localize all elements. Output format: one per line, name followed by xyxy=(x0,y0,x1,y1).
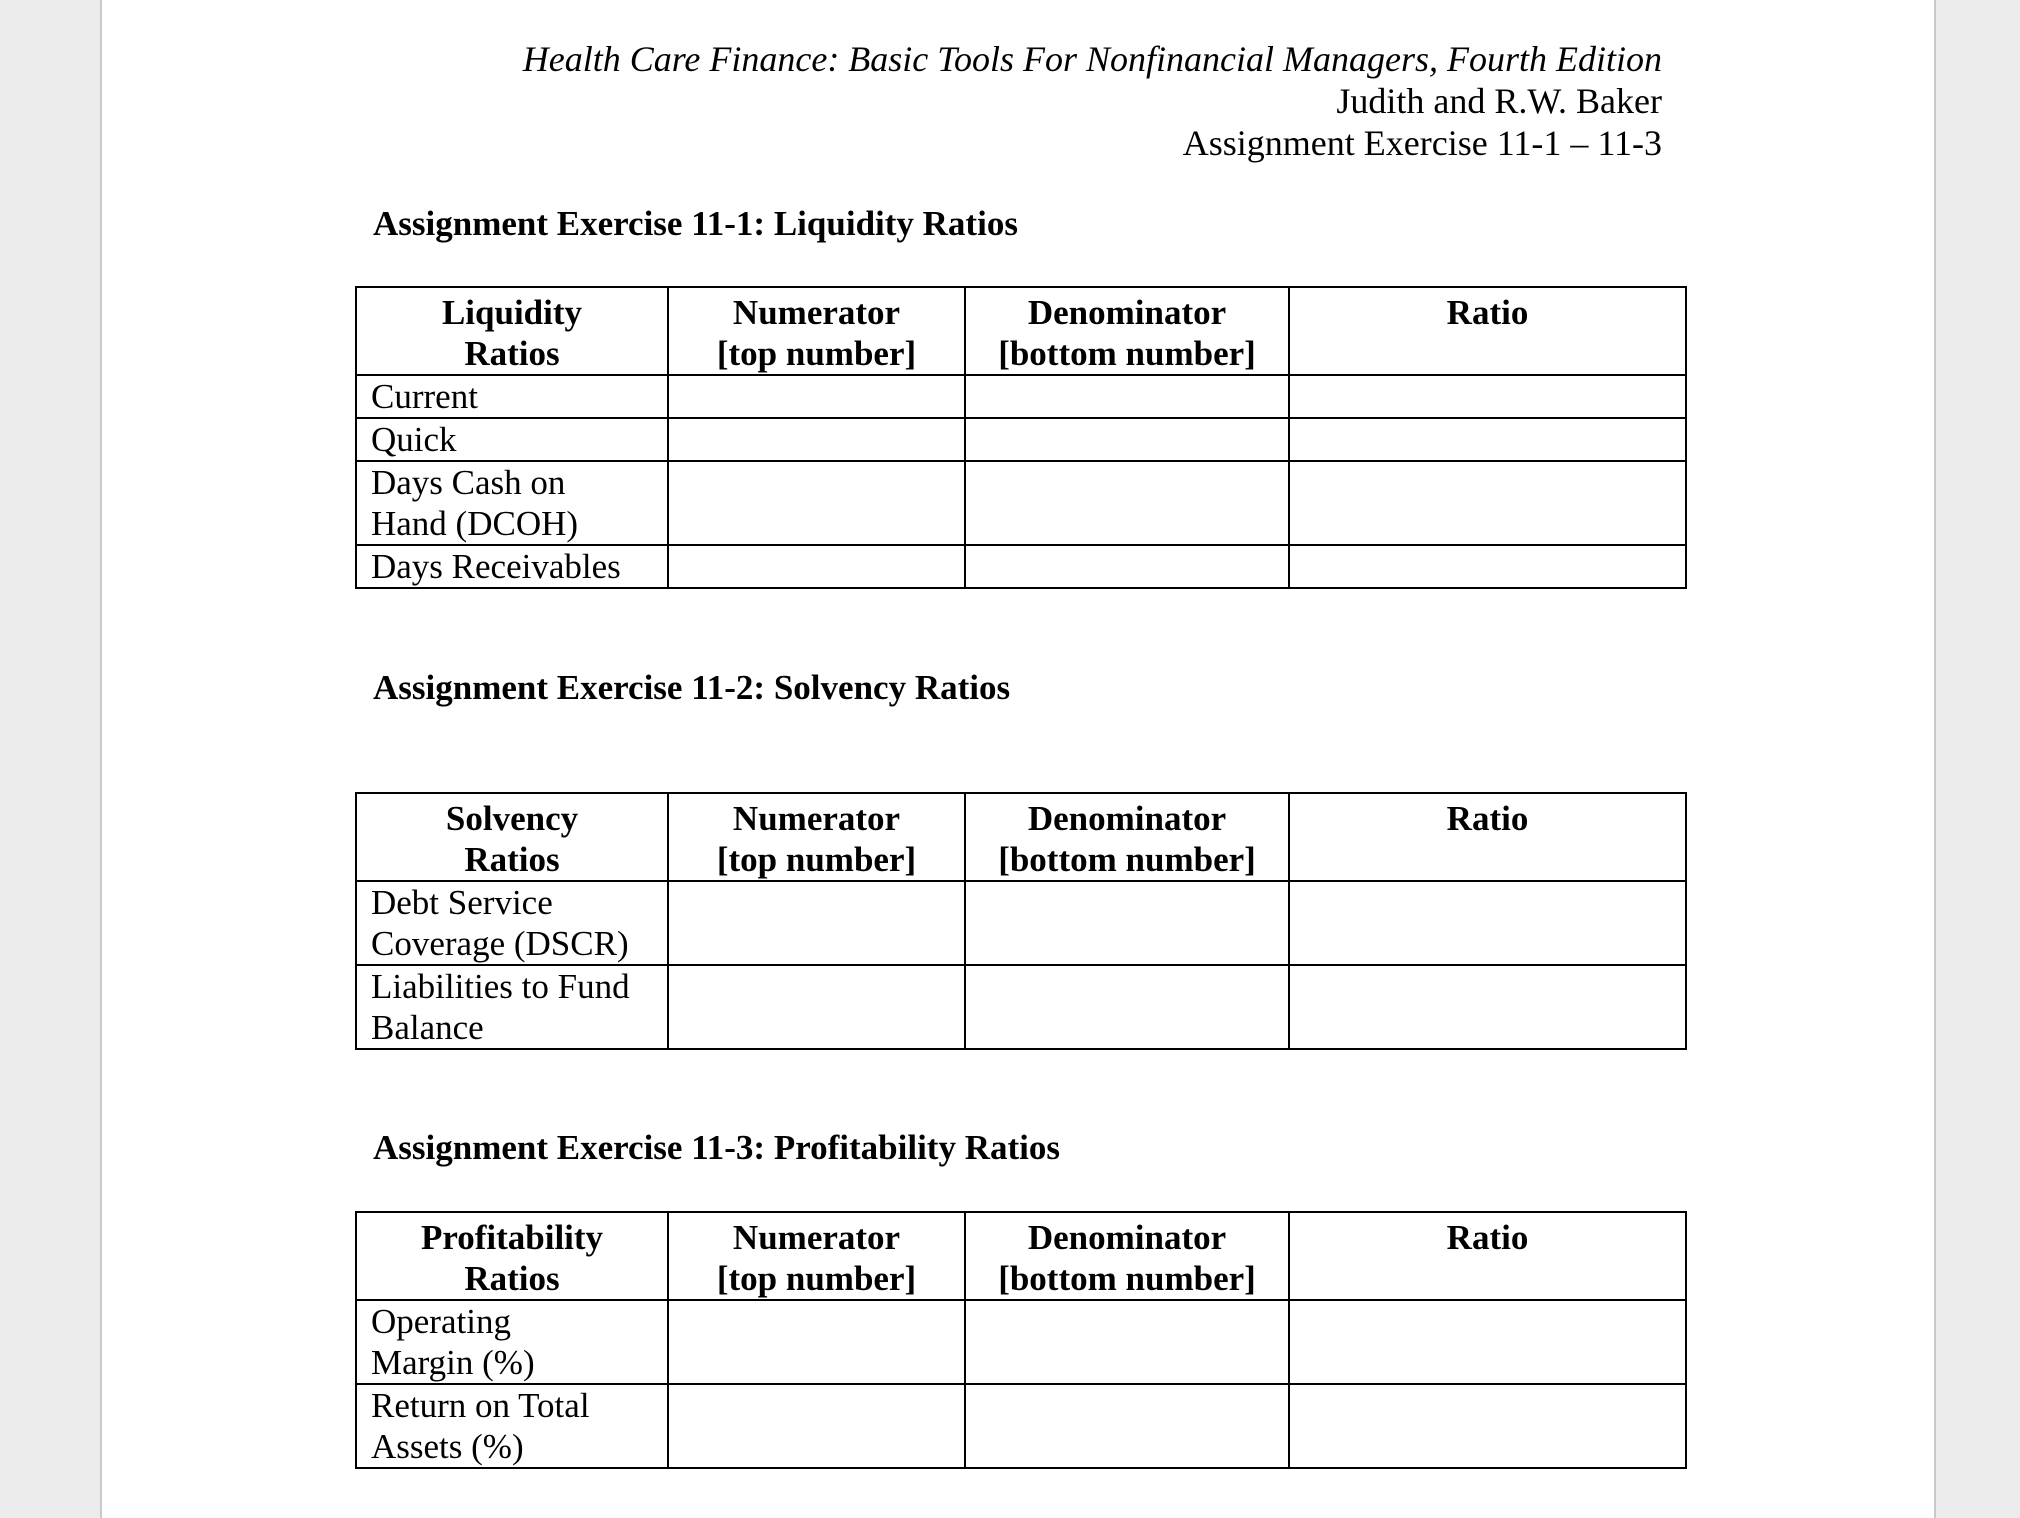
row-label-line: Current xyxy=(371,377,478,416)
header-ratio xyxy=(1289,793,1686,881)
authors: Judith and R.W. Baker xyxy=(1336,81,1662,121)
header-numerator xyxy=(668,287,965,375)
document-header xyxy=(523,38,1662,164)
row-label xyxy=(356,1300,668,1384)
header-label-line: [top number] xyxy=(716,840,917,879)
ratio-cell[interactable] xyxy=(1289,965,1686,1049)
table-header-row xyxy=(356,793,1686,881)
row-label-line: Days Receivables xyxy=(371,547,621,586)
ratio-cell[interactable] xyxy=(1289,375,1686,418)
document-page xyxy=(100,0,1936,1518)
table-row xyxy=(356,545,1686,588)
denominator-cell[interactable] xyxy=(965,461,1289,545)
section-title-profitability: Assignment Exercise 11-3: Profitability Ratios xyxy=(373,1128,1060,1167)
row-label xyxy=(356,881,668,965)
header-label-line: Numerator xyxy=(732,293,901,332)
header-label-line: [bottom number] xyxy=(998,1259,1256,1298)
header-label-line: Ratio xyxy=(1446,1218,1529,1257)
header-ratio xyxy=(1289,1212,1686,1300)
ratio-cell[interactable] xyxy=(1289,881,1686,965)
header-ratio-name xyxy=(356,1212,668,1300)
table-row xyxy=(356,881,1686,965)
header-label-line: Denominator xyxy=(1027,799,1227,838)
ratio-cell[interactable] xyxy=(1289,1300,1686,1384)
header-label-line: Ratio xyxy=(1446,799,1529,838)
denominator-cell[interactable] xyxy=(965,881,1289,965)
row-label-line: Margin (%) xyxy=(371,1343,535,1382)
numerator-cell[interactable] xyxy=(668,881,965,965)
section-title-liquidity: Assignment Exercise 11-1: Liquidity Ratios xyxy=(373,204,1018,243)
table-header-row xyxy=(356,287,1686,375)
table-row xyxy=(356,375,1686,418)
header-label-line: Denominator xyxy=(1027,293,1227,332)
row-label xyxy=(356,545,668,588)
solvency-ratios-table xyxy=(355,792,1687,1050)
row-label-line: Return on Total xyxy=(371,1386,590,1425)
numerator-cell[interactable] xyxy=(668,965,965,1049)
header-label-line: Ratios xyxy=(464,1259,560,1298)
header-ratio-name xyxy=(356,793,668,881)
header-numerator xyxy=(668,793,965,881)
table-row xyxy=(356,1384,1686,1468)
header-label-line: Liquidity xyxy=(441,293,583,332)
denominator-cell[interactable] xyxy=(965,1300,1289,1384)
ratio-cell[interactable] xyxy=(1289,418,1686,461)
row-label-line: Days Cash on xyxy=(371,463,566,502)
header-numerator xyxy=(668,1212,965,1300)
numerator-cell[interactable] xyxy=(668,461,965,545)
numerator-cell[interactable] xyxy=(668,545,965,588)
table-header-row xyxy=(356,1212,1686,1300)
row-label-line: Hand (DCOH) xyxy=(371,504,579,543)
book-title: Health Care Finance: Basic Tools For Nonfinancial Managers, Fourth Edition xyxy=(522,39,1662,79)
table-row xyxy=(356,418,1686,461)
row-label-line: Liabilities to Fund xyxy=(371,967,630,1006)
numerator-cell[interactable] xyxy=(668,1300,965,1384)
header-ratio-name xyxy=(356,287,668,375)
table-row xyxy=(356,965,1686,1049)
liquidity-ratios-table xyxy=(355,286,1687,589)
header-label-line: Ratio xyxy=(1446,293,1529,332)
numerator-cell[interactable] xyxy=(668,418,965,461)
row-label xyxy=(356,418,668,461)
row-label-line: Assets (%) xyxy=(371,1427,524,1466)
row-label-line: Balance xyxy=(371,1008,484,1047)
row-label-line: Coverage (DSCR) xyxy=(371,924,629,963)
header-label-line: Profitability xyxy=(420,1218,604,1257)
header-label-line: Numerator xyxy=(732,1218,901,1257)
denominator-cell[interactable] xyxy=(965,1384,1289,1468)
section-title-solvency: Assignment Exercise 11-2: Solvency Ratios xyxy=(373,668,1011,707)
row-label xyxy=(356,1384,668,1468)
header-label-line: [top number] xyxy=(716,1259,917,1298)
denominator-cell[interactable] xyxy=(965,418,1289,461)
row-label-line: Debt Service xyxy=(371,883,553,922)
header-label-line: [top number] xyxy=(716,334,917,373)
ratio-cell[interactable] xyxy=(1289,1384,1686,1468)
assignment-range: Assignment Exercise 11-1 – 11-3 xyxy=(1182,123,1662,163)
denominator-cell[interactable] xyxy=(965,965,1289,1049)
header-ratio xyxy=(1289,287,1686,375)
header-label-line: Ratios xyxy=(464,334,560,373)
profitability-ratios-table xyxy=(355,1211,1687,1469)
header-label-line: Solvency xyxy=(445,799,579,838)
header-denominator xyxy=(965,287,1289,375)
header-label-line: Denominator xyxy=(1027,1218,1227,1257)
header-label-line: Numerator xyxy=(732,799,901,838)
row-label-line: Quick xyxy=(371,420,457,459)
ratio-cell[interactable] xyxy=(1289,545,1686,588)
numerator-cell[interactable] xyxy=(668,375,965,418)
table-row xyxy=(356,461,1686,545)
row-label xyxy=(356,461,668,545)
header-label-line: [bottom number] xyxy=(998,840,1256,879)
numerator-cell[interactable] xyxy=(668,1384,965,1468)
ratio-cell[interactable] xyxy=(1289,461,1686,545)
header-label-line: [bottom number] xyxy=(998,334,1256,373)
table-row xyxy=(356,1300,1686,1384)
header-label-line: Ratios xyxy=(464,840,560,879)
row-label-line: Operating xyxy=(371,1302,511,1341)
header-denominator xyxy=(965,1212,1289,1300)
denominator-cell[interactable] xyxy=(965,375,1289,418)
row-label xyxy=(356,375,668,418)
denominator-cell[interactable] xyxy=(965,545,1289,588)
header-denominator xyxy=(965,793,1289,881)
row-label xyxy=(356,965,668,1049)
